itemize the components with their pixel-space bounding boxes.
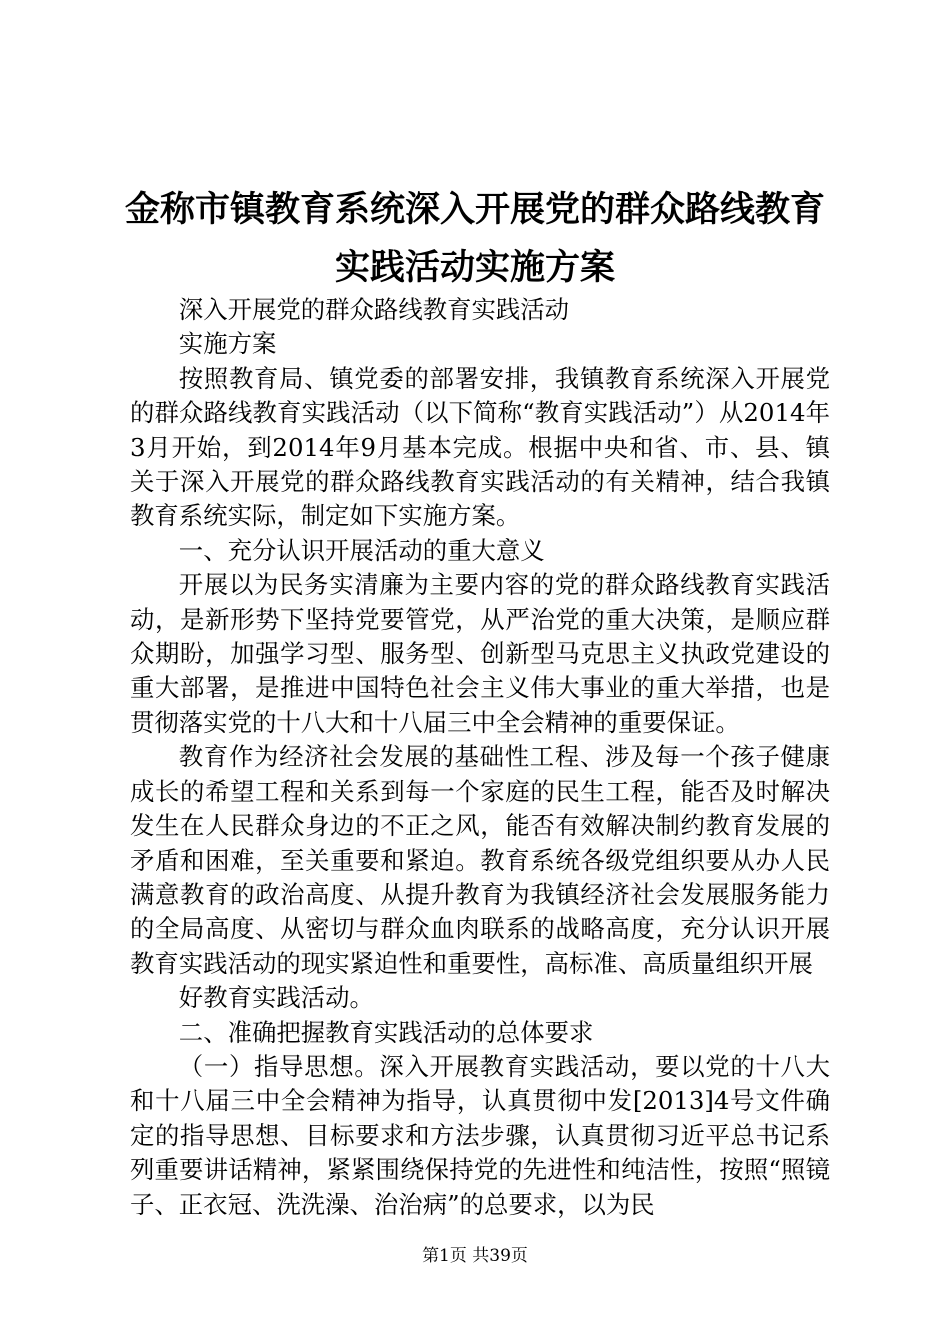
- body-paragraph: 按照教育局、镇党委的部署安排，我镇教育系统深入开展党的群众路线教育实践活动（以下简称“教育实践活动”）从2014年3月开始，到2014年9月基本完成。根据中央和省、市、县、镇关于深入开展党的群众路线教育实践活动的有关精神，结合我镇教育系统实际，制定如下实施方案。: [130, 363, 830, 531]
- section-heading: 二、准确把握教育实践活动的总体要求: [178, 1017, 594, 1047]
- body-paragraph: 深入开展党的群众路线教育实践活动: [178, 295, 570, 324]
- document-body: [130, 293, 830, 1222]
- document-title-line-1: 金称市镇教育系统深入开展党的群众路线教育: [124, 189, 825, 230]
- body-paragraph: 好教育实践活动。: [178, 983, 374, 1013]
- body-paragraph: 实施方案: [178, 329, 277, 359]
- body-paragraph: 开展以为民务实清廉为主要内容的党的群众路线教育实践活动，是新形势下坚持党要管党，从严治党的重大决策，是顺应群众期盼，加强学习型、服务型、创新型马克思主义执政党建设的重大部署，是推进中国特色社会主义伟大事业的重大举措，也是贯彻落实党的十八大和十八届三中全会精神的重要保证。: [130, 570, 830, 737]
- document-title-line-2: 实践活动实施方案: [334, 247, 615, 288]
- body-paragraph: 教育作为经济社会发展的基础性工程、涉及每一个孩子健康成长的希望工程和关系到每一个家庭的民生工程，能否及时解决发生在人民群众身边的不正之风，能否有效解决制约教育发展的矛盾和困难，至关重要和紧迫。教育系统各级党组织要从办人民满意教育的政治高度、从提升教育为我镇经济社会发展服务能力的全局高度、从密切与群众血肉联系的战略高度，充分认识开展教育实践活动的现实紧迫性和重要性，高标准、高质量组织开展: [130, 742, 830, 978]
- section-heading: 一、充分认识开展活动的重大意义: [178, 535, 545, 565]
- page-number-footer: 第1页 共39页: [422, 1246, 528, 1266]
- body-paragraph: （一）指导思想。深入开展教育实践活动，要以党的十八大和十八届三中全会精神为指导，认真贯彻中发[2013]4号文件确定的指导思想、目标要求和方法步骤，认真贯彻习近平总书记系列重要讲话精神，紧紧围绕保持党的先进性和纯洁性，按照“照镜子、正衣冠、洗洗澡、治治病”的总要求，以为民: [130, 1051, 830, 1219]
